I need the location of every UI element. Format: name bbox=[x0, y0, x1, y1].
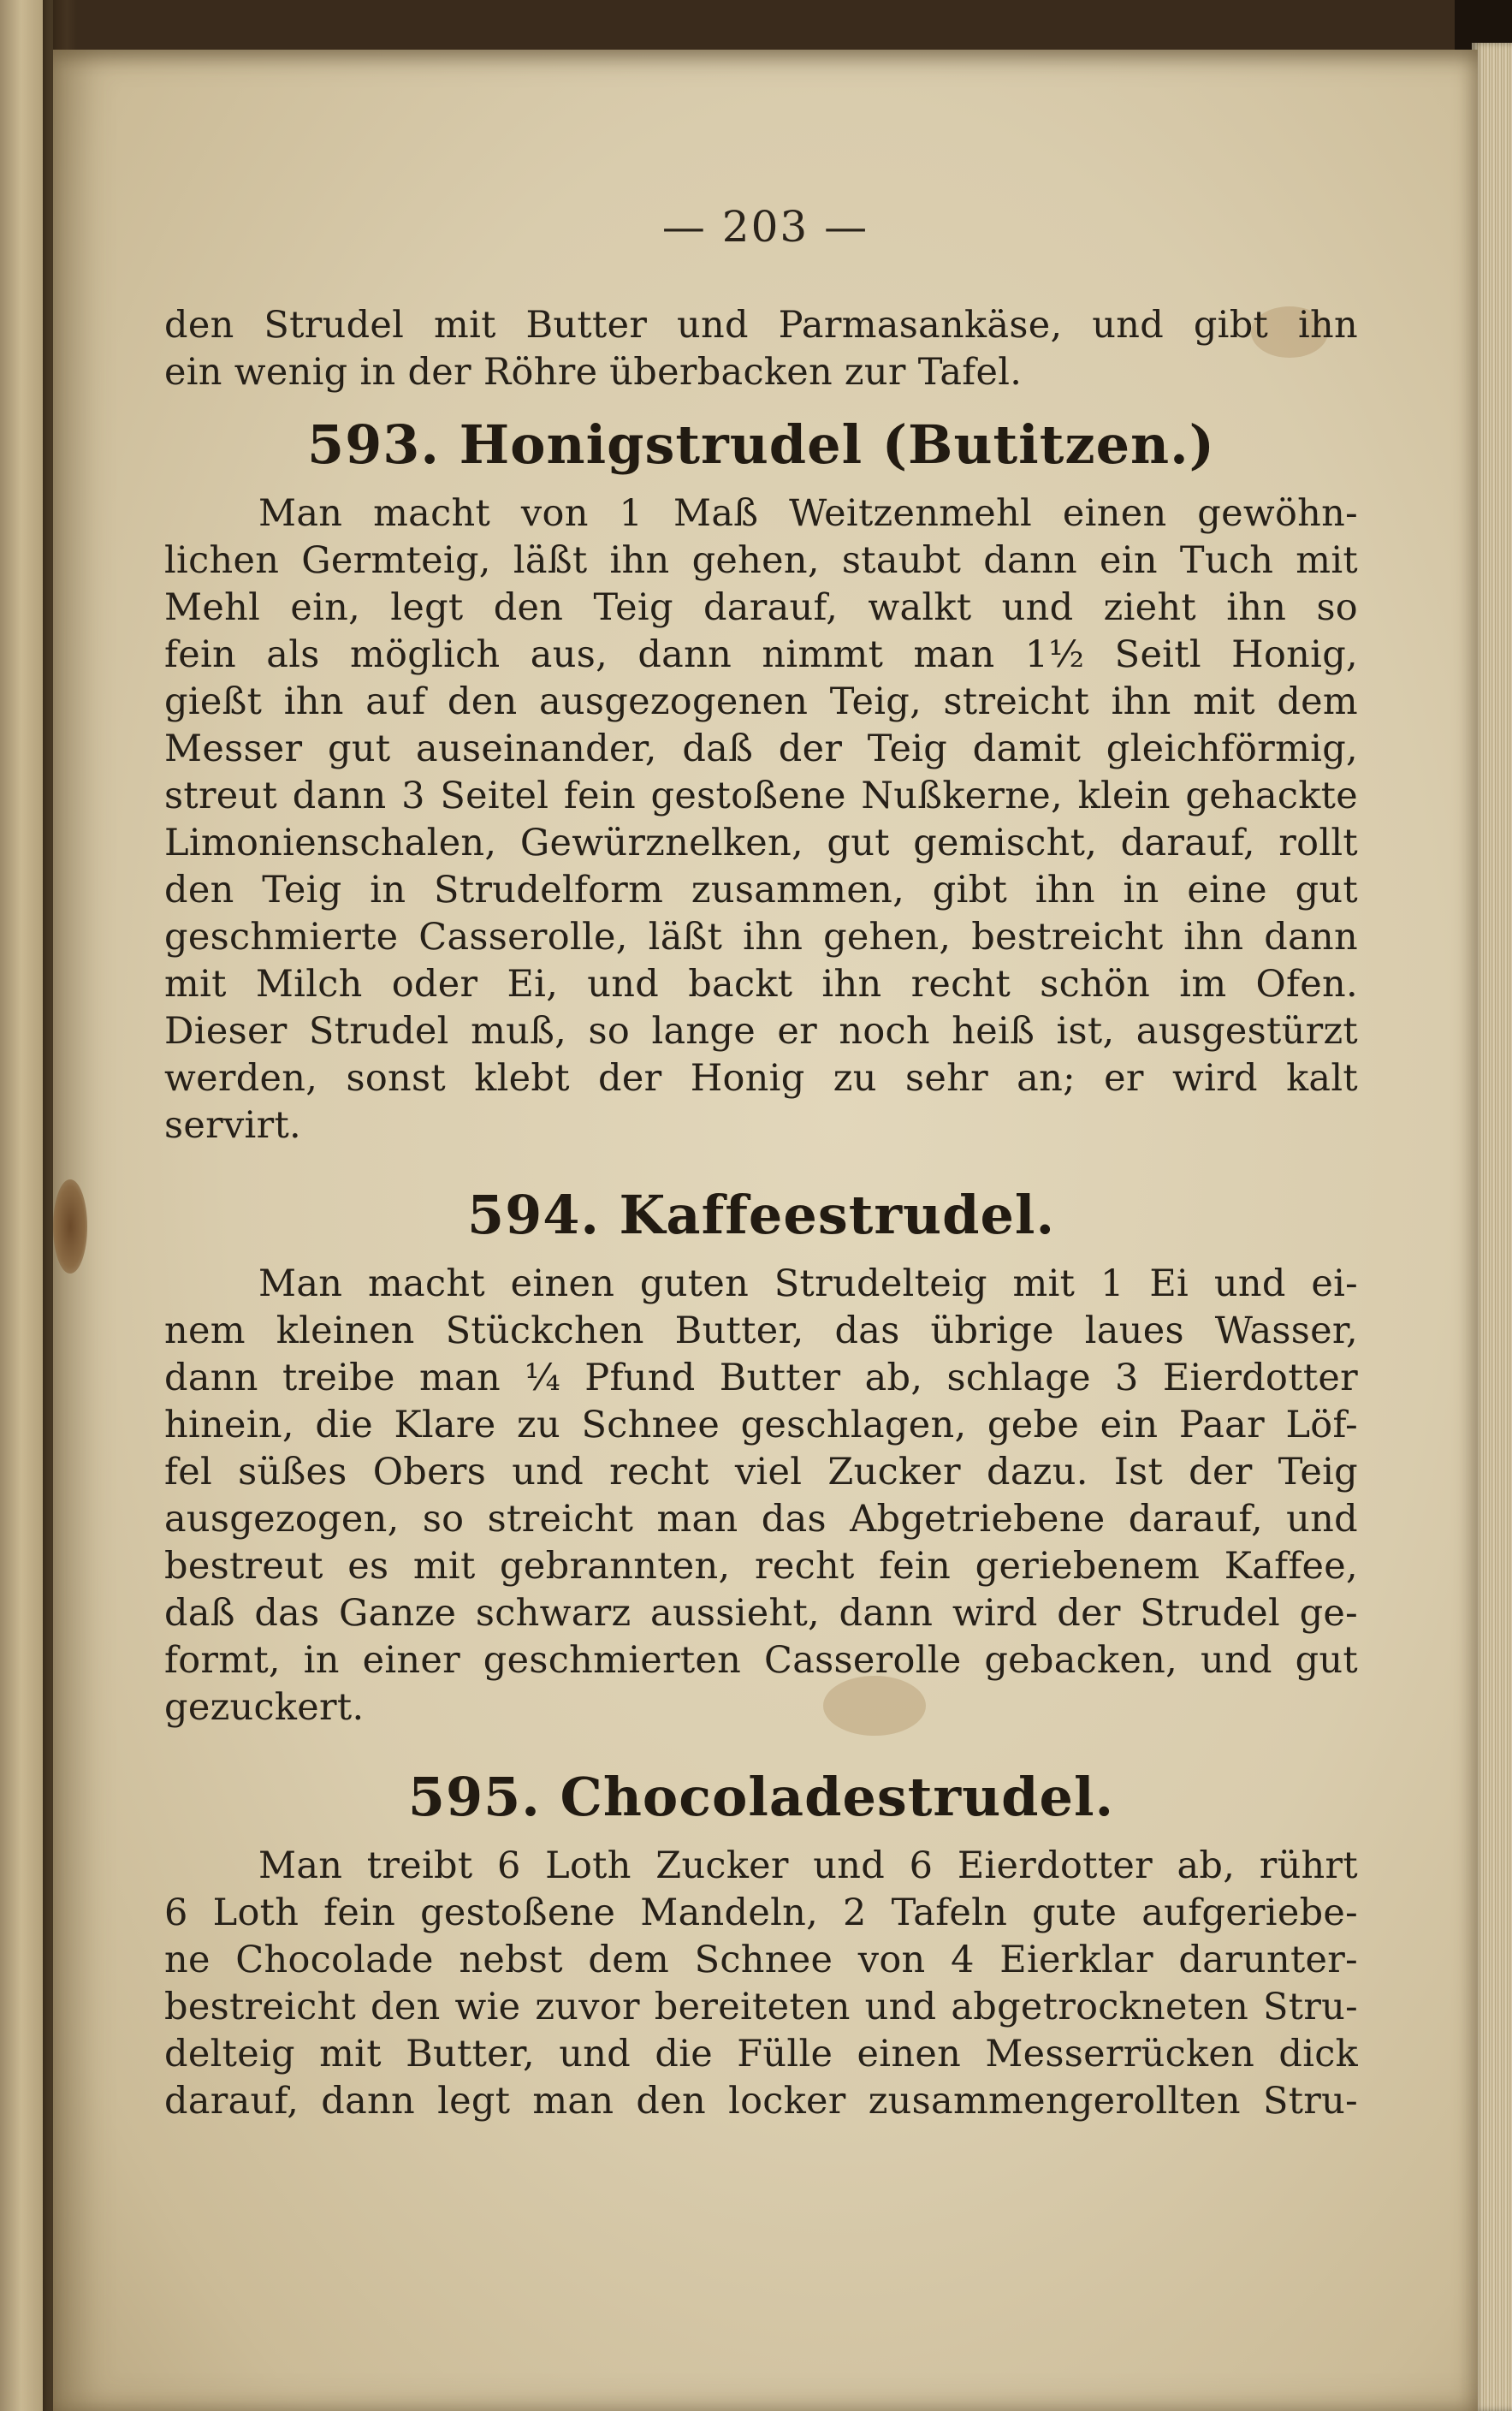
recipe-heading-593: 593. Honigstrudel (Butitzen.) bbox=[306, 413, 1216, 476]
text-line: formt, in einer geschmierten Casserolle gebacken, und gut bbox=[164, 1639, 1358, 1682]
recipe-heading-595: 595. Chocoladestrudel. bbox=[407, 1766, 1115, 1828]
text-line: ein wenig in der Röhre überbacken zur Tafel. bbox=[164, 351, 1023, 394]
continuation-paragraph bbox=[164, 302, 1358, 396]
text-line: nem kleinen Stückchen Butter, das übrige laues Wasser, bbox=[164, 1309, 1358, 1352]
text-line: servirt. bbox=[164, 1104, 302, 1147]
text-line: Messer gut auseinander, daß der Teig damit gleichförmig, bbox=[164, 727, 1358, 770]
text-line: mit Milch oder Ei, und backt ihn recht schön im Ofen. bbox=[164, 963, 1358, 1006]
scan-background-top bbox=[51, 0, 1472, 56]
text-line: den Strudel mit Butter und Parmasankäse, und gibt ihn bbox=[164, 304, 1358, 347]
text-line: daß das Ganze schwarz aussieht, dann wird der Strudel ge- bbox=[164, 1592, 1358, 1635]
text-line: 6 Loth fein gestoßene Mandeln, 2 Tafeln gute aufgeriebe- bbox=[164, 1891, 1358, 1934]
text-line: ausgezogen, so streicht man das Abgetriebene darauf, und bbox=[164, 1498, 1358, 1541]
text-line: gießt ihn auf den ausgezogenen Teig, streicht ihn mit dem bbox=[164, 680, 1358, 723]
text-line: bestreicht den wie zuvor bereiteten und abgetrockneten Stru- bbox=[164, 1986, 1358, 2028]
text-line: den Teig in Strudelform zusammen, gibt ihn in eine gut bbox=[164, 869, 1358, 912]
page-stack-edge bbox=[1472, 43, 1512, 2411]
text-line: dann treibe man ¼ Pfund Butter ab, schlage 3 Eierdotter bbox=[164, 1357, 1358, 1399]
text-line: bestreut es mit gebrannten, recht fein geriebenem Kaffee, bbox=[164, 1545, 1358, 1588]
text-line: Man macht von 1 Maß Weitzenmehl einen gewöhn- bbox=[258, 492, 1358, 535]
text-line: Man macht einen guten Strudelteig mit 1 Ei und ei- bbox=[258, 1262, 1358, 1305]
text-line: hinein, die Klare zu Schnee geschlagen, gebe ein Paar Löf- bbox=[164, 1404, 1358, 1446]
text-line: darauf, dann legt man den locker zusammengerollten Stru- bbox=[164, 2080, 1358, 2123]
recipe-body-595 bbox=[164, 1843, 1358, 2125]
text-line: Man treibt 6 Loth Zucker und 6 Eierdotter ab, rührt bbox=[258, 1844, 1358, 1887]
text-line: Mehl ein, legt den Teig darauf, walkt und zieht ihn so bbox=[164, 586, 1358, 629]
text-line: Limonienschalen, Gewürznelken, gut gemischt, darauf, rollt bbox=[164, 822, 1358, 864]
recipe-body-593 bbox=[164, 490, 1358, 1149]
page-number: — 203 — bbox=[661, 202, 869, 252]
text-line: gezuckert. bbox=[164, 1686, 365, 1729]
text-line: geschmierte Casserolle, läßt ihn gehen, bestreicht ihn dann bbox=[164, 916, 1358, 959]
text-line: ne Chocolade nebst dem Schnee von 4 Eierklar darunter- bbox=[164, 1939, 1358, 1981]
text-line: fein als möglich aus, dann nimmt man 1½ Seitl Honig, bbox=[164, 633, 1358, 676]
paper-stain bbox=[53, 1179, 87, 1274]
text-line: Dieser Strudel muß, so lange er noch heiß ist, ausgestürzt bbox=[164, 1010, 1358, 1053]
text-line: werden, sonst klebt der Honig zu sehr an; er wird kalt bbox=[164, 1057, 1358, 1100]
text-line: lichen Germteig, läßt ihn gehen, staubt dann ein Tuch mit bbox=[164, 539, 1358, 582]
recipe-heading-594: 594. Kaffeestrudel. bbox=[466, 1184, 1056, 1246]
text-line: streut dann 3 Seitel fein gestoßene Nußkerne, klein gehackte bbox=[164, 775, 1358, 817]
text-line: fel süßes Obers und recht viel Zucker dazu. Ist der Teig bbox=[164, 1451, 1358, 1494]
book-page bbox=[53, 50, 1478, 2411]
recipe-body-594 bbox=[164, 1261, 1358, 1731]
text-line: delteig mit Butter, und die Fülle einen Messerrücken dick bbox=[164, 2033, 1358, 2075]
